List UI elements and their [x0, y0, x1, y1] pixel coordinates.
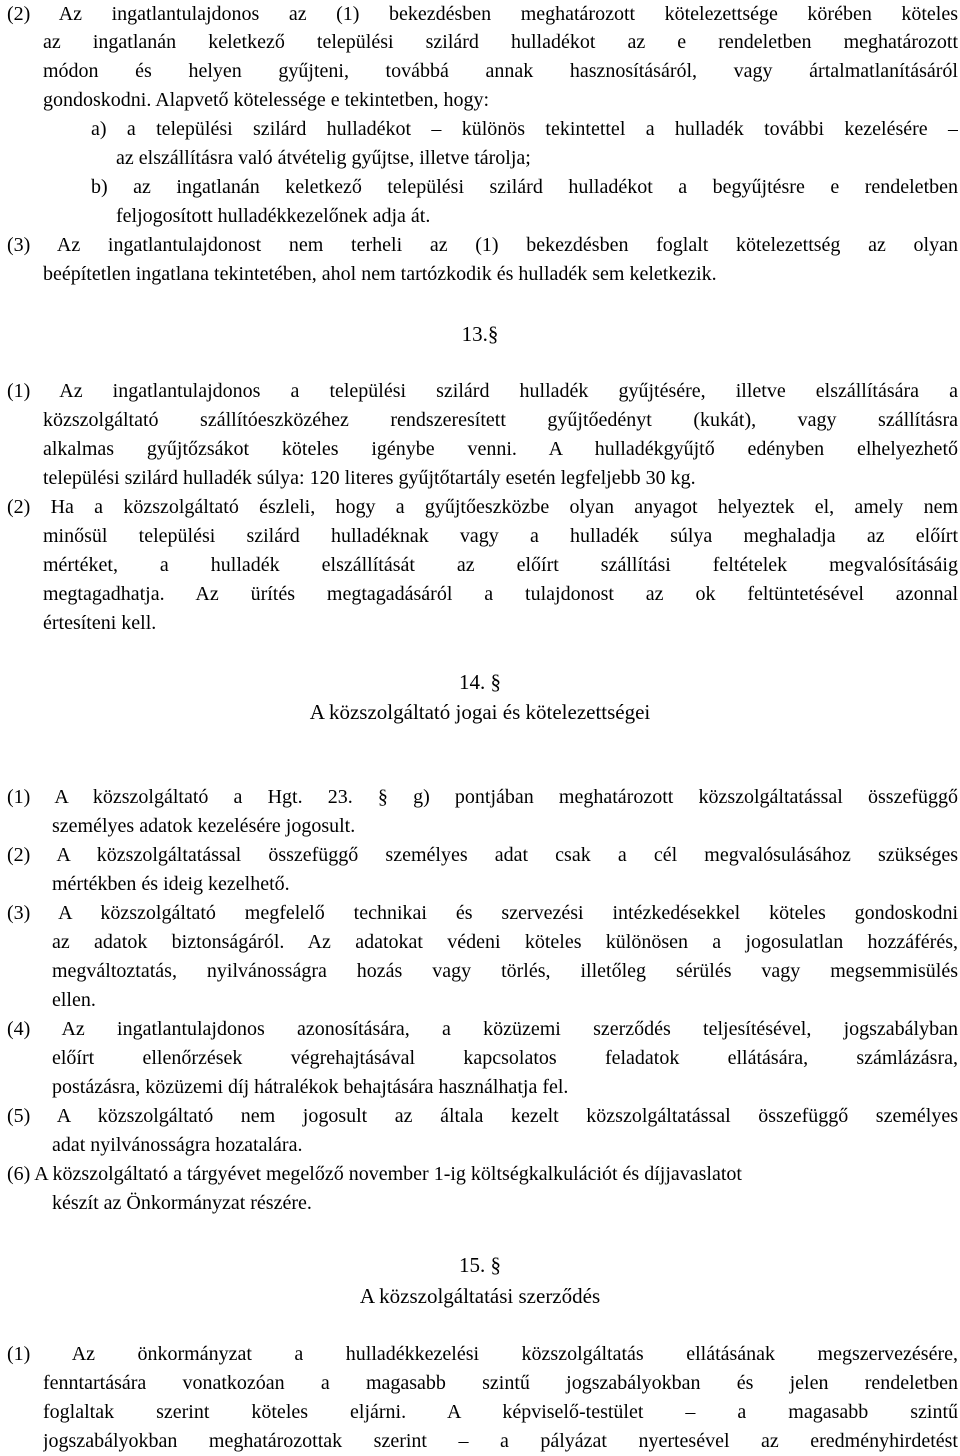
text-line: értesíteni kell.: [43, 612, 157, 634]
text-line: előírt ellenőrzések végrehajtásával kapcsolatos feladatok ellátására, számlázásra,: [52, 1047, 958, 1069]
section-heading-15: 15. §: [459, 1253, 501, 1277]
text-line: (5) A közszolgáltató nem jogosult az általa kezelt közszolgáltatással összefüggő személyes: [7, 1105, 958, 1127]
text-line: feljogosított hulladékkezelőnek adja át.: [116, 205, 431, 227]
text-line: (2) Ha a közszolgáltató észleli, hogy a gyűjtőeszközbe olyan anyagot helyeztek el, amely nem: [7, 496, 958, 518]
text-line: készít az Önkormányzat részére.: [52, 1192, 312, 1214]
text-line: (2) Az ingatlantulajdonos az (1) bekezdésben meghatározott kötelezettsége körében köteles: [7, 3, 958, 25]
text-line: jogszabályokban meghatározottak szerint – a pályázat nyertesével az eredményhirdetést: [43, 1430, 958, 1452]
section-heading-13: 13.§: [461, 322, 499, 346]
text-line: (1) Az önkormányzat a hulladékkezelési közszolgáltatás ellátásának megszervezésére,: [7, 1343, 958, 1365]
text-line: mértéket, a hulladék elszállítását az előírt szállítási feltételek megvalósításáig: [43, 554, 958, 576]
text-line: mértékben és ideig kezelhető.: [52, 873, 290, 895]
text-line: minősül települési szilárd hulladéknak vagy a hulladék súlya meghaladja az előírt: [43, 525, 958, 547]
text-line: az ingatlanán keletkező települési szilárd hulladékot az e rendeletben meghatározott: [43, 31, 958, 53]
text-line: személyes adatok kezelésére jogosult.: [52, 815, 356, 837]
section-title-14: A közszolgáltató jogai és kötelezettségei: [309, 700, 651, 724]
text-line: (4) Az ingatlantulajdonos azonosítására, a közüzemi szerződés teljesítésével, jogszabályban: [7, 1018, 958, 1040]
text-line: az elszállításra való átvételig gyűjtse, illetve tárolja;: [116, 147, 531, 169]
list-item-b: b) az ingatlanán keletkező települési szilárd hulladékot a begyűjtésre e rendeletben: [91, 176, 958, 198]
list-item-a: a) a települési szilárd hulladékot – különös tekintettel a hulladék további kezelésére –: [91, 118, 958, 140]
text-line: megváltoztatás, nyilvánosságra hozás vagy törlés, illetőleg sérülés vagy megsemmisülés: [52, 960, 958, 982]
text-line: ellen.: [52, 989, 96, 1011]
text-line: (3) Az ingatlantulajdonost nem terheli az (1) bekezdésben foglalt kötelezettség az olyan: [7, 234, 958, 256]
text-line: fenntartására vonatkozóan a magasabb szintű jogszabályokban és jelen rendeletben: [43, 1372, 958, 1394]
text-line: megtagadhatja. Az ürítés megtagadásáról a tulajdonost az ok feltüntetésével azonnal: [43, 583, 958, 605]
text-line: alkalmas gyűjtőzsákot köteles igénybe venni. A hulladékgyűjtő edényben elhelyezhető: [43, 438, 958, 460]
text-line: adat nyilvánosságra hozatalára.: [52, 1134, 303, 1156]
section-heading-14: 14. §: [459, 670, 501, 694]
text-line: módon és helyen gyűjteni, továbbá annak hasznosításáról, vagy ártalmatlanításáról: [43, 60, 958, 82]
text-line: (1) Az ingatlantulajdonos a települési szilárd hulladék gyűjtésére, illetve elszállítására a: [7, 380, 958, 402]
text-line: (3) A közszolgáltató megfelelő technikai és szervezési intézkedésekkel köteles gondoskodni: [7, 902, 958, 924]
text-line: (1) A közszolgáltató a Hgt. 23. § g) pontjában meghatározott közszolgáltatással összefüggő: [7, 786, 958, 808]
text-line: (2) A közszolgáltatással összefüggő személyes adat csak a cél megvalósulásához szükséges: [7, 844, 958, 866]
text-line: az adatok biztonságáról. Az adatokat védeni köteles különösen a jogosulatlan hozzáférés,: [52, 931, 958, 953]
text-line: gondoskodni. Alapvető kötelessége e tekintetben, hogy:: [43, 89, 490, 111]
text-line: postázásra, közüzemi díj hátralékok behajtására használhatja fel.: [52, 1076, 569, 1098]
text-line: foglaltak szerint köteles eljárni. A képviselő-testület – a magasabb szintű: [43, 1401, 958, 1423]
text-line: beépítetlen ingatlana tekintetében, ahol nem tartózkodik és hulladék sem keletkezik.: [43, 263, 717, 285]
text-line: (6) A közszolgáltató a tárgyévet megelőző november 1-ig költségkalkulációt és díjjavaslatot: [7, 1163, 742, 1185]
section-title-15: A közszolgáltatási szerződés: [359, 1284, 601, 1308]
text-line: közszolgáltató szállítóeszközéhez rendszeresített gyűjtőedényt (kukát), vagy szállításra: [43, 409, 958, 431]
text-line: települési szilárd hulladék súlya: 120 literes gyűjtőtartály esetén legfeljebb 30 kg.: [43, 467, 696, 489]
